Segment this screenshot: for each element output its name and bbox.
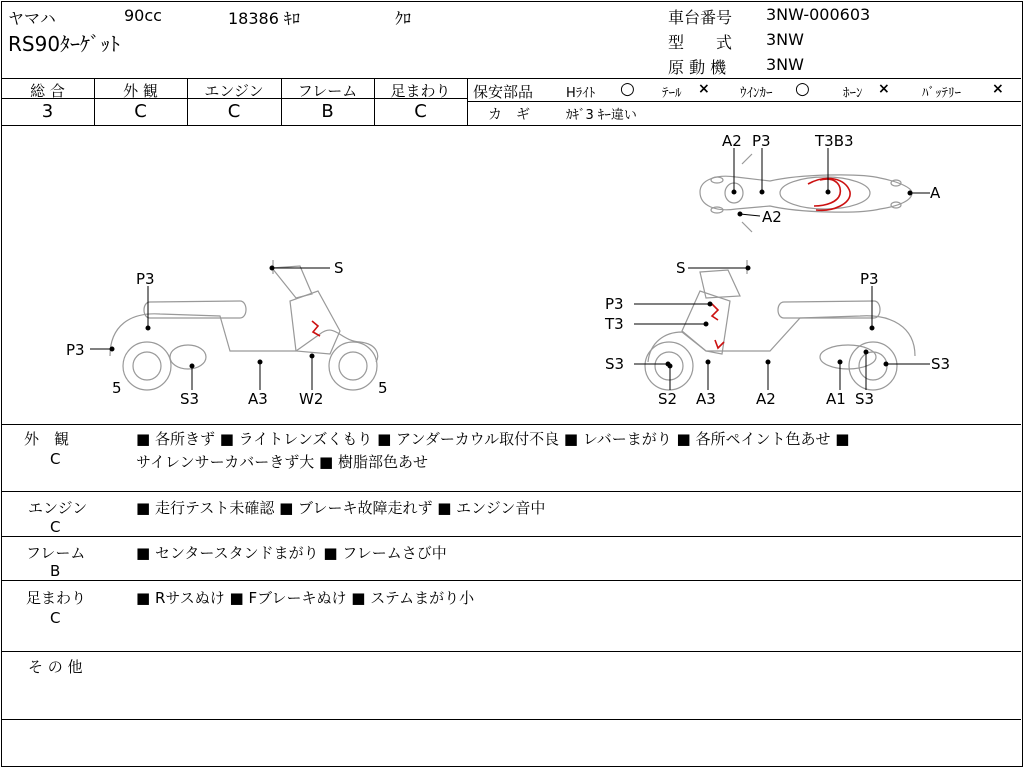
damage-diagram [0,126,1022,424]
remark-label-other: そ の 他 [28,658,83,676]
remark-text-suspension: ■ Rサスぬけ ■ Fブレーキぬけ ■ ステムまがり小 [136,589,475,607]
grade-value-exterior: C [134,101,147,122]
key-label: カ ギ [488,107,530,123]
grade-value-frame: B [321,101,334,122]
remark-text-frame: ■ センタースタンドまがり ■ フレームさび中 [136,544,447,562]
grade-label-overall: 総 合 [30,82,65,100]
left-label-5-front: 5 [112,379,122,397]
left-label-p3-side: P3 [66,341,85,359]
remark-label-engine: エンジン [28,499,88,517]
engine-value: 3NW [766,55,804,74]
grade-value-engine: C [227,101,241,122]
right-label-s2: S2 [658,390,678,408]
safety-item-tail: ﾃｰﾙ [662,86,682,101]
safety-item-battery: ﾊﾞｯﾃﾘｰ [922,86,961,101]
damage-marks-left [312,321,320,336]
remark-label-exterior: 外 観 [24,430,70,448]
safety-label: 保安部品 [473,83,534,101]
grade-value-overall: 3 [41,101,54,122]
right-label-s3-rear: S3 [931,355,951,373]
model-name: RS90ﾀｰｹﾞｯﾄ [8,32,121,56]
mileage: 18386 ｷﾛ [228,9,300,28]
remark-text-engine: ■ 走行テスト未確認 ■ ブレーキ故障走れず ■ エンジン音中 [136,499,546,517]
left-label-5-rear: 5 [378,379,388,397]
damage-marks-top [808,178,850,210]
type-label: 型 式 [668,33,733,52]
damage-marks-right [712,304,724,348]
safety-mark-tail: × [698,81,710,97]
remark-grade-frame: B [50,562,61,580]
grade-value-suspension: C [414,101,427,122]
safety-item-headlight: Hﾗｲﾄ [566,86,596,101]
left-label-s: S [334,259,344,277]
frame-no-label: 車台番号 [668,8,733,27]
grade-label-engine: エンジン [204,82,264,100]
top-label-a2-lower: A2 [762,208,782,226]
grade-label-exterior: 外 観 [123,82,158,100]
top-label-t3b3: T3B3 [815,132,854,150]
right-label-a1: A1 [826,390,846,408]
maker: ヤマハ [8,9,56,28]
safety-mark-winker: ○ [795,79,810,99]
right-label-p3-top: P3 [860,270,879,288]
top-label-a2: A2 [722,132,742,150]
remark-grade-exterior: C [50,450,61,468]
right-label-a3: A3 [696,390,716,408]
left-label-w2: W2 [299,390,324,408]
type-value: 3NW [766,30,804,49]
right-label-a2: A2 [756,390,776,408]
right-label-t3: T3 [605,315,624,333]
frame-no: 3NW-000603 [766,5,871,24]
left-label-a3: A3 [248,390,268,408]
remark-label-frame: フレーム [26,544,86,562]
top-label-p3: P3 [752,132,771,150]
right-label-s3-lower: S3 [855,390,875,408]
grade-label-suspension: 足まわり [390,82,451,100]
right-label-p3-side: P3 [605,295,624,313]
remark-grade-engine: C [50,518,61,536]
leaders-left [90,266,330,390]
remark-grade-suspension: C [50,609,61,627]
remark-label-suspension: 足まわり [26,589,87,607]
top-label-a: A [930,184,941,202]
safety-mark-horn: × [878,81,890,97]
left-label-s3: S3 [180,390,200,408]
grade-label-frame: フレーム [297,82,358,100]
safety-item-winker: ｳｲﾝｶｰ [740,86,773,101]
safety-mark-headlight: ○ [620,79,635,99]
color: ｸﾛ [395,9,412,28]
right-label-s: S [676,259,686,277]
left-label-p3-top: P3 [136,270,155,288]
right-label-s3-front: S3 [605,355,625,373]
safety-item-horn: ﾎｰﾝ [843,86,863,101]
key-value: ｶｷﾞ3 ｷｰ違い [566,108,637,123]
displacement: 90cc [124,6,162,25]
remark-text-exterior-2: サイレンサーカバーきず大 ■ 樹脂部色あせ [136,453,428,471]
safety-mark-battery: × [992,81,1004,97]
remark-text-exterior-1: ■ 各所きず ■ ライトレンズくもり ■ アンダーカウル取付不良 ■ レバーまがり ■ 各所ペイント色あせ ■ [136,430,850,448]
engine-label: 原 動 機 [668,58,727,77]
